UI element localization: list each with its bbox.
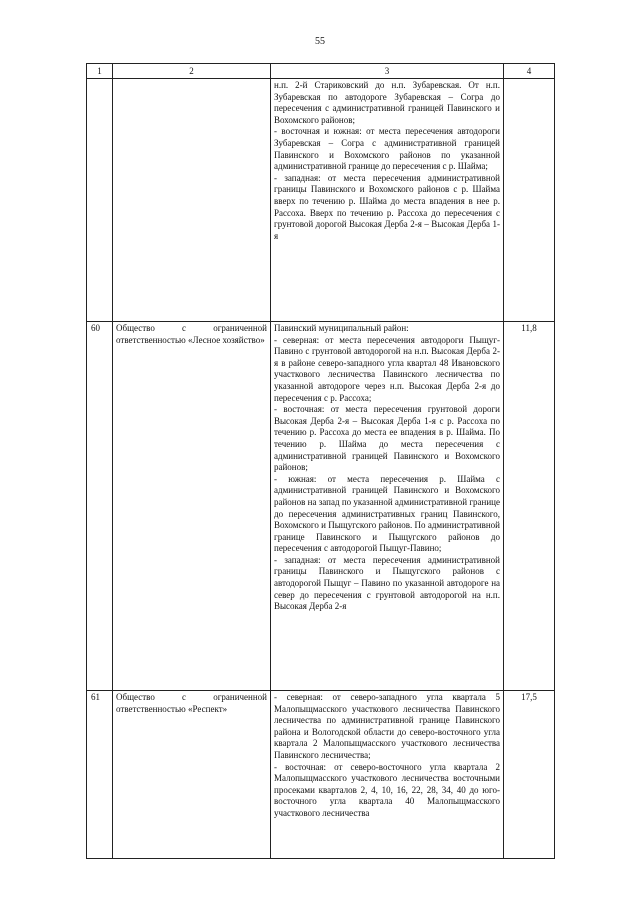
page-number: 55 bbox=[315, 36, 325, 47]
zones-table bbox=[86, 63, 555, 859]
area-value bbox=[504, 79, 555, 322]
description-paragraph: н.п. 2-й Стариковский до н.п. Зубаревская. От н.п. Зубаревская по автодороге Зубаревская – Согра до пересечения с административной границей Павинского и Вохомского районов; bbox=[274, 80, 500, 125]
header-col-1: 1 bbox=[87, 64, 113, 79]
description-paragraph: - северная: от места пересечения автодороги Пыщуг-Павино с грунтовой автодорогой на н.п. Высокая Дерба 2-я в районе северо-западного угла квартал 48 Ивановского участкового лесничества Павинского лесничества по указанной автодороге через н.п. Высокая Дерба 2-я до пересечения с р. Рассоха; bbox=[274, 334, 500, 403]
header-col-3: 3 bbox=[271, 64, 504, 79]
description-paragraph: - восточная и южная: от места пересечения автодороги Зубаревская – Согра с административной границей Павинского и Вохомского районов по указанной административной границе до пересечения с р. Шайма; bbox=[274, 126, 500, 172]
organization-name: Общество с ограниченной ответственностью «Лесное хозяйство» bbox=[113, 322, 271, 691]
description-paragraph: - западная: от места пересечения административной границы Павинского и Вохомского районов с р. Шайма вверх по течению р. Шайма до места впадения в нее р. Рассоха. Вверх по течению р. Рассоха до пересечения с грунтовой дорогой Высокая Дерба 2-я – Высокая Дерба 1-я bbox=[274, 172, 500, 241]
row-number: 61 bbox=[87, 691, 113, 859]
description-paragraph: Павинский муниципальный район: bbox=[274, 323, 409, 333]
description-paragraph: - восточная: от места пересечения грунтовой дороги Высокая Дерба 2-я – Высокая Дерба 1-я с р. Рассоха по течению р. Рассоха до места ее впадения в р. Шайма. По течению р. Шайма до места пересечения с административной границей Павинского и Вохомского районов; bbox=[274, 404, 500, 473]
description-paragraph: - южная: от места пересечения р. Шайма с административной границей Павинского и Вохомского районов на запад по указанной административной границе до пересечения административных границ Павинского, Вохомского и Пыщугского районов. По административной границе Павинского и Пыщугского районов до пересечения с автодорогой Пыщуг-Павино; bbox=[274, 473, 500, 554]
boundary-description bbox=[271, 691, 504, 859]
row-number: 60 bbox=[87, 322, 113, 691]
boundary-description bbox=[271, 322, 504, 691]
header-col-4: 4 bbox=[504, 64, 555, 79]
description-paragraph: - северная: от северо-западного угла квартала 5 Малопыщмасского участкового лесничества Павинского лесничества по административной границе Павинского района и Вологодской области до северо-восточного угла квартала 2 Малопыщмасского участкового лесничества Павинского лесничества; bbox=[274, 692, 500, 760]
organization-name: Общество с ограниченной ответственностью «Респект» bbox=[113, 691, 271, 859]
table-row bbox=[87, 79, 555, 322]
table-row bbox=[87, 691, 555, 859]
description-paragraph: - западная: от места пересечения административной границы Павинского и Пыщугского районов с автодорогой Пыщуг – Павино по указанной автодороге на север до пересечения с грунтовой автодорогой на н.п. Высокая Дерба 2-я bbox=[274, 554, 500, 612]
boundary-description bbox=[271, 79, 504, 322]
table-header-row bbox=[87, 64, 555, 79]
organization-name bbox=[113, 79, 271, 322]
description-paragraph: - восточная: от северо-восточного угла квартала 2 Малопыщмасского участкового лесничества восточными просеками кварталов 2, 4, 10, 16, 22, 28, 34, 40 до юго-восточного угла квартала 40 Малопыщмасского участкового лесничества bbox=[274, 761, 500, 818]
header-col-2: 2 bbox=[113, 64, 271, 79]
area-value: 11,8 bbox=[504, 322, 555, 691]
row-number bbox=[87, 79, 113, 322]
table-row bbox=[87, 322, 555, 691]
area-value: 17,5 bbox=[504, 691, 555, 859]
